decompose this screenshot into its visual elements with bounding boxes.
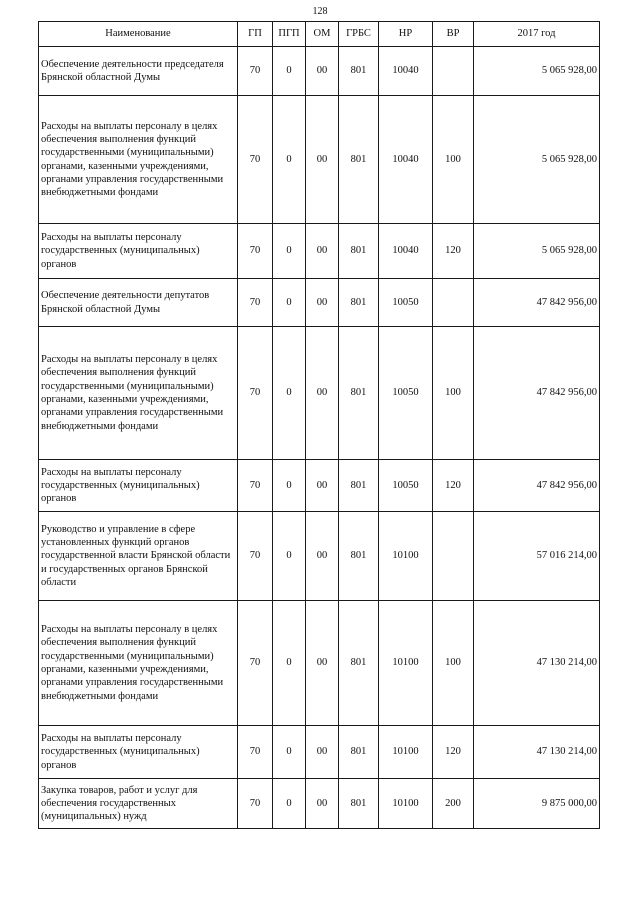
row-name: Расходы на выплаты персоналу в целях обеспечения выполнения функций государственными (муниципальными) органами, казенными учреждениями, органами управления государственными внебюджетными фондами [39, 601, 238, 726]
row-om: 00 [306, 779, 339, 829]
header-om: ОМ [306, 22, 339, 47]
row-gp: 70 [238, 47, 273, 96]
row-ppgp: 0 [273, 96, 306, 224]
row-vr [433, 512, 474, 601]
row-gp: 70 [238, 726, 273, 779]
row-gp: 70 [238, 279, 273, 327]
row-grbs: 801 [339, 47, 379, 96]
row-np: 10050 [379, 460, 433, 512]
row-gp: 70 [238, 779, 273, 829]
row-vr: 100 [433, 327, 474, 460]
header-gp: ГП [238, 22, 273, 47]
row-om: 00 [306, 279, 339, 327]
table-row [39, 726, 600, 779]
table-row [39, 779, 600, 829]
table-row [39, 224, 600, 279]
row-vr: 120 [433, 726, 474, 779]
row-grbs: 801 [339, 96, 379, 224]
row-gp: 70 [238, 601, 273, 726]
row-amount: 47 130 214,00 [474, 601, 600, 726]
row-vr: 100 [433, 96, 474, 224]
row-grbs: 801 [339, 512, 379, 601]
row-name: Руководство и управление в сфере установленных функций органов государственной власти Брянской области и государственных органов Брянской области [39, 512, 238, 601]
row-ppgp: 0 [273, 327, 306, 460]
row-np: 10050 [379, 327, 433, 460]
row-om: 00 [306, 96, 339, 224]
row-gp: 70 [238, 224, 273, 279]
row-amount: 47 842 956,00 [474, 327, 600, 460]
header-grbs: ГРБС [339, 22, 379, 47]
row-ppgp: 0 [273, 47, 306, 96]
row-np: 10100 [379, 512, 433, 601]
header-year: 2017 год [474, 22, 600, 47]
row-gp: 70 [238, 327, 273, 460]
row-ppgp: 0 [273, 460, 306, 512]
row-amount: 5 065 928,00 [474, 47, 600, 96]
table-row [39, 279, 600, 327]
row-vr: 120 [433, 224, 474, 279]
row-grbs: 801 [339, 779, 379, 829]
row-name: Закупка товаров, работ и услуг для обеспечения государственных (муниципальных) нужд [39, 779, 238, 829]
row-ppgp: 0 [273, 779, 306, 829]
table-row [39, 460, 600, 512]
row-amount: 5 065 928,00 [474, 96, 600, 224]
row-om: 00 [306, 601, 339, 726]
header-np: НР [379, 22, 433, 47]
row-name: Расходы на выплаты персоналу государственных (муниципальных) органов [39, 726, 238, 779]
row-om: 00 [306, 512, 339, 601]
row-name: Обеспечение деятельности депутатов Брянской областной Думы [39, 279, 238, 327]
row-om: 00 [306, 327, 339, 460]
row-om: 00 [306, 47, 339, 96]
row-np: 10050 [379, 279, 433, 327]
row-ppgp: 0 [273, 279, 306, 327]
row-om: 00 [306, 460, 339, 512]
table-row [39, 512, 600, 601]
row-name: Обеспечение деятельности председателя Брянской областной Думы [39, 47, 238, 96]
row-amount: 47 842 956,00 [474, 279, 600, 327]
row-om: 00 [306, 224, 339, 279]
row-vr [433, 47, 474, 96]
row-vr: 120 [433, 460, 474, 512]
row-gp: 70 [238, 460, 273, 512]
table-row [39, 601, 600, 726]
row-grbs: 801 [339, 726, 379, 779]
row-grbs: 801 [339, 224, 379, 279]
row-amount: 57 016 214,00 [474, 512, 600, 601]
row-np: 10040 [379, 96, 433, 224]
row-amount: 47 842 956,00 [474, 460, 600, 512]
row-amount: 9 875 000,00 [474, 779, 600, 829]
row-vr: 100 [433, 601, 474, 726]
budget-table [38, 21, 600, 829]
row-gp: 70 [238, 512, 273, 601]
row-vr [433, 279, 474, 327]
header-row [39, 22, 600, 47]
table-row [39, 47, 600, 96]
page-number: 128 [312, 6, 328, 17]
row-np: 10100 [379, 601, 433, 726]
row-amount: 5 065 928,00 [474, 224, 600, 279]
table-row [39, 96, 600, 224]
row-name: Расходы на выплаты персоналу в целях обеспечения выполнения функций государственными (муниципальными) органами, казенными учреждениями, органами управления государственными внебюджетными фондами [39, 327, 238, 460]
row-grbs: 801 [339, 327, 379, 460]
row-om: 00 [306, 726, 339, 779]
header-name: Наименование [39, 22, 238, 47]
row-grbs: 801 [339, 460, 379, 512]
row-grbs: 801 [339, 601, 379, 726]
row-name: Расходы на выплаты персоналу государственных (муниципальных) органов [39, 224, 238, 279]
row-ppgp: 0 [273, 512, 306, 601]
header-ppgp: ПГП [273, 22, 306, 47]
table-row [39, 327, 600, 460]
row-np: 10040 [379, 224, 433, 279]
row-np: 10100 [379, 726, 433, 779]
row-name: Расходы на выплаты персоналу государственных (муниципальных) органов [39, 460, 238, 512]
header-vr: ВР [433, 22, 474, 47]
row-np: 10100 [379, 779, 433, 829]
row-np: 10040 [379, 47, 433, 96]
row-grbs: 801 [339, 279, 379, 327]
row-ppgp: 0 [273, 224, 306, 279]
row-name: Расходы на выплаты персоналу в целях обеспечения выполнения функций государственными (муниципальными) органами, казенными учреждениями, органами управления государственными внебюджетными фондами [39, 96, 238, 224]
row-amount: 47 130 214,00 [474, 726, 600, 779]
row-ppgp: 0 [273, 726, 306, 779]
row-gp: 70 [238, 96, 273, 224]
row-ppgp: 0 [273, 601, 306, 726]
row-vr: 200 [433, 779, 474, 829]
